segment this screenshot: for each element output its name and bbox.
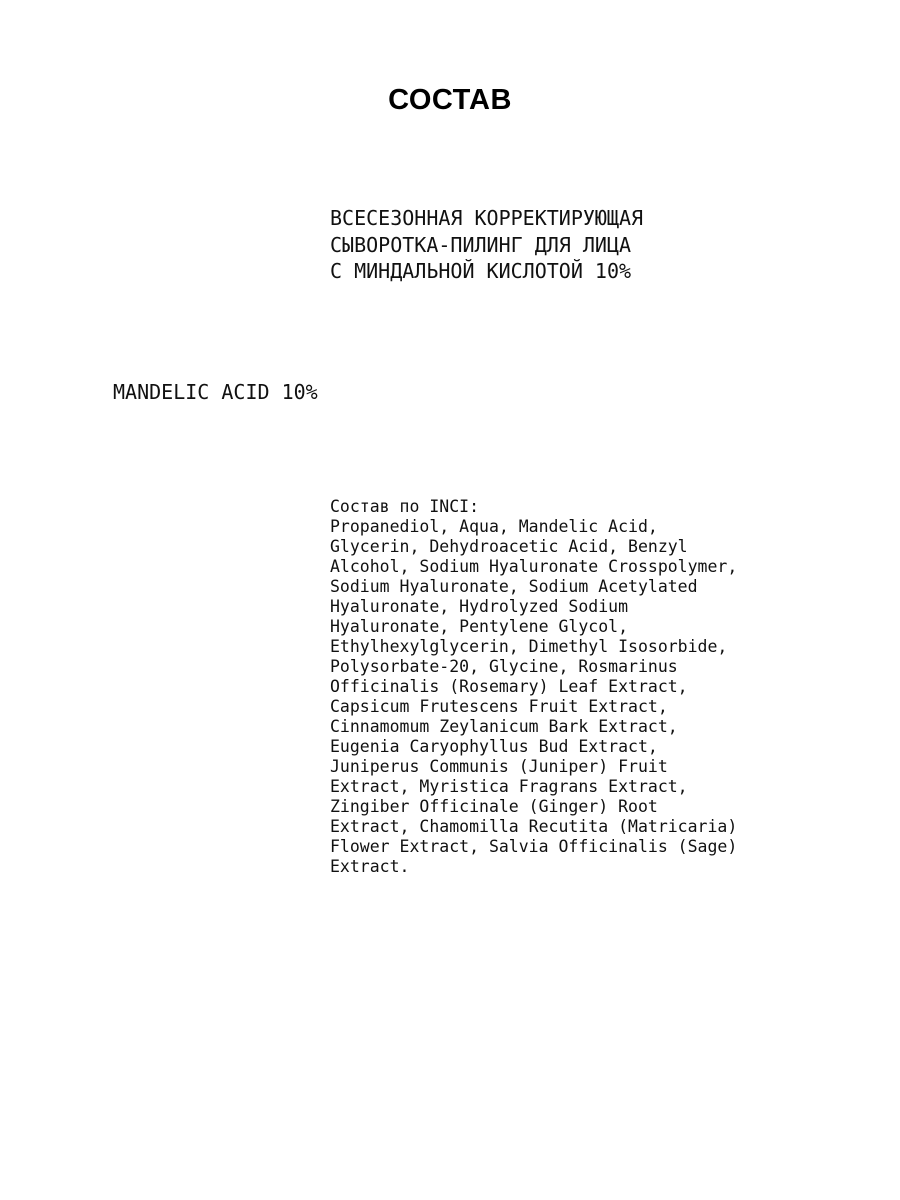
inci-line: Ethylhexylglycerin, Dimethyl Isosorbide, — [330, 637, 728, 656]
product-title — [330, 205, 850, 285]
inci-line: Glycerin, Dehydroacetic Acid, Benzyl — [330, 537, 688, 556]
inci-line: Hyaluronate, Pentylene Glycol, — [330, 617, 629, 636]
active-ingredient-label: MANDELIC ACID 10% — [113, 380, 318, 404]
inci-label: Состав по INCI: — [330, 497, 480, 516]
inci-line: Extract, Myristica Fragrans Extract, — [330, 777, 688, 796]
inci-line: Extract. — [330, 857, 410, 876]
inci-line: Polysorbate-20, Glycine, Rosmarinus — [330, 657, 678, 676]
page-title: СОСТАВ — [388, 84, 512, 116]
inci-line: Eugenia Caryophyllus Bud Extract, — [330, 737, 658, 756]
inci-line: Officinalis (Rosemary) Leaf Extract, — [330, 677, 688, 696]
inci-line: Juniperus Communis (Juniper) Fruit — [330, 757, 668, 776]
inci-line: Extract, Chamomilla Recutita (Matricaria) — [330, 817, 738, 836]
inci-line: Flower Extract, Salvia Officinalis (Sage) — [330, 837, 738, 856]
product-title-line: С МИНДАЛЬНОЙ КИСЛОТОЙ 10% — [330, 259, 632, 283]
inci-line: Capsicum Frutescens Fruit Extract, — [330, 697, 668, 716]
inci-line: Alcohol, Sodium Hyaluronate Crosspolymer, — [330, 557, 738, 576]
inci-line: Propanediol, Aqua, Mandelic Acid, — [330, 517, 658, 536]
inci-ingredients — [330, 497, 870, 877]
inci-line: Cinnamomum Zeylanicum Bark Extract, — [330, 717, 678, 736]
inci-line: Hyaluronate, Hydrolyzed Sodium — [330, 597, 629, 616]
product-title-line: СЫВОРОТКА-ПИЛИНГ ДЛЯ ЛИЦА — [330, 232, 632, 257]
inci-line: Sodium Hyaluronate, Sodium Acetylated — [330, 577, 698, 596]
product-title-line: ВСЕСЕЗОННАЯ КОРРЕКТИРУЮЩАЯ — [330, 206, 644, 230]
inci-line: Zingiber Officinale (Ginger) Root — [330, 797, 658, 816]
